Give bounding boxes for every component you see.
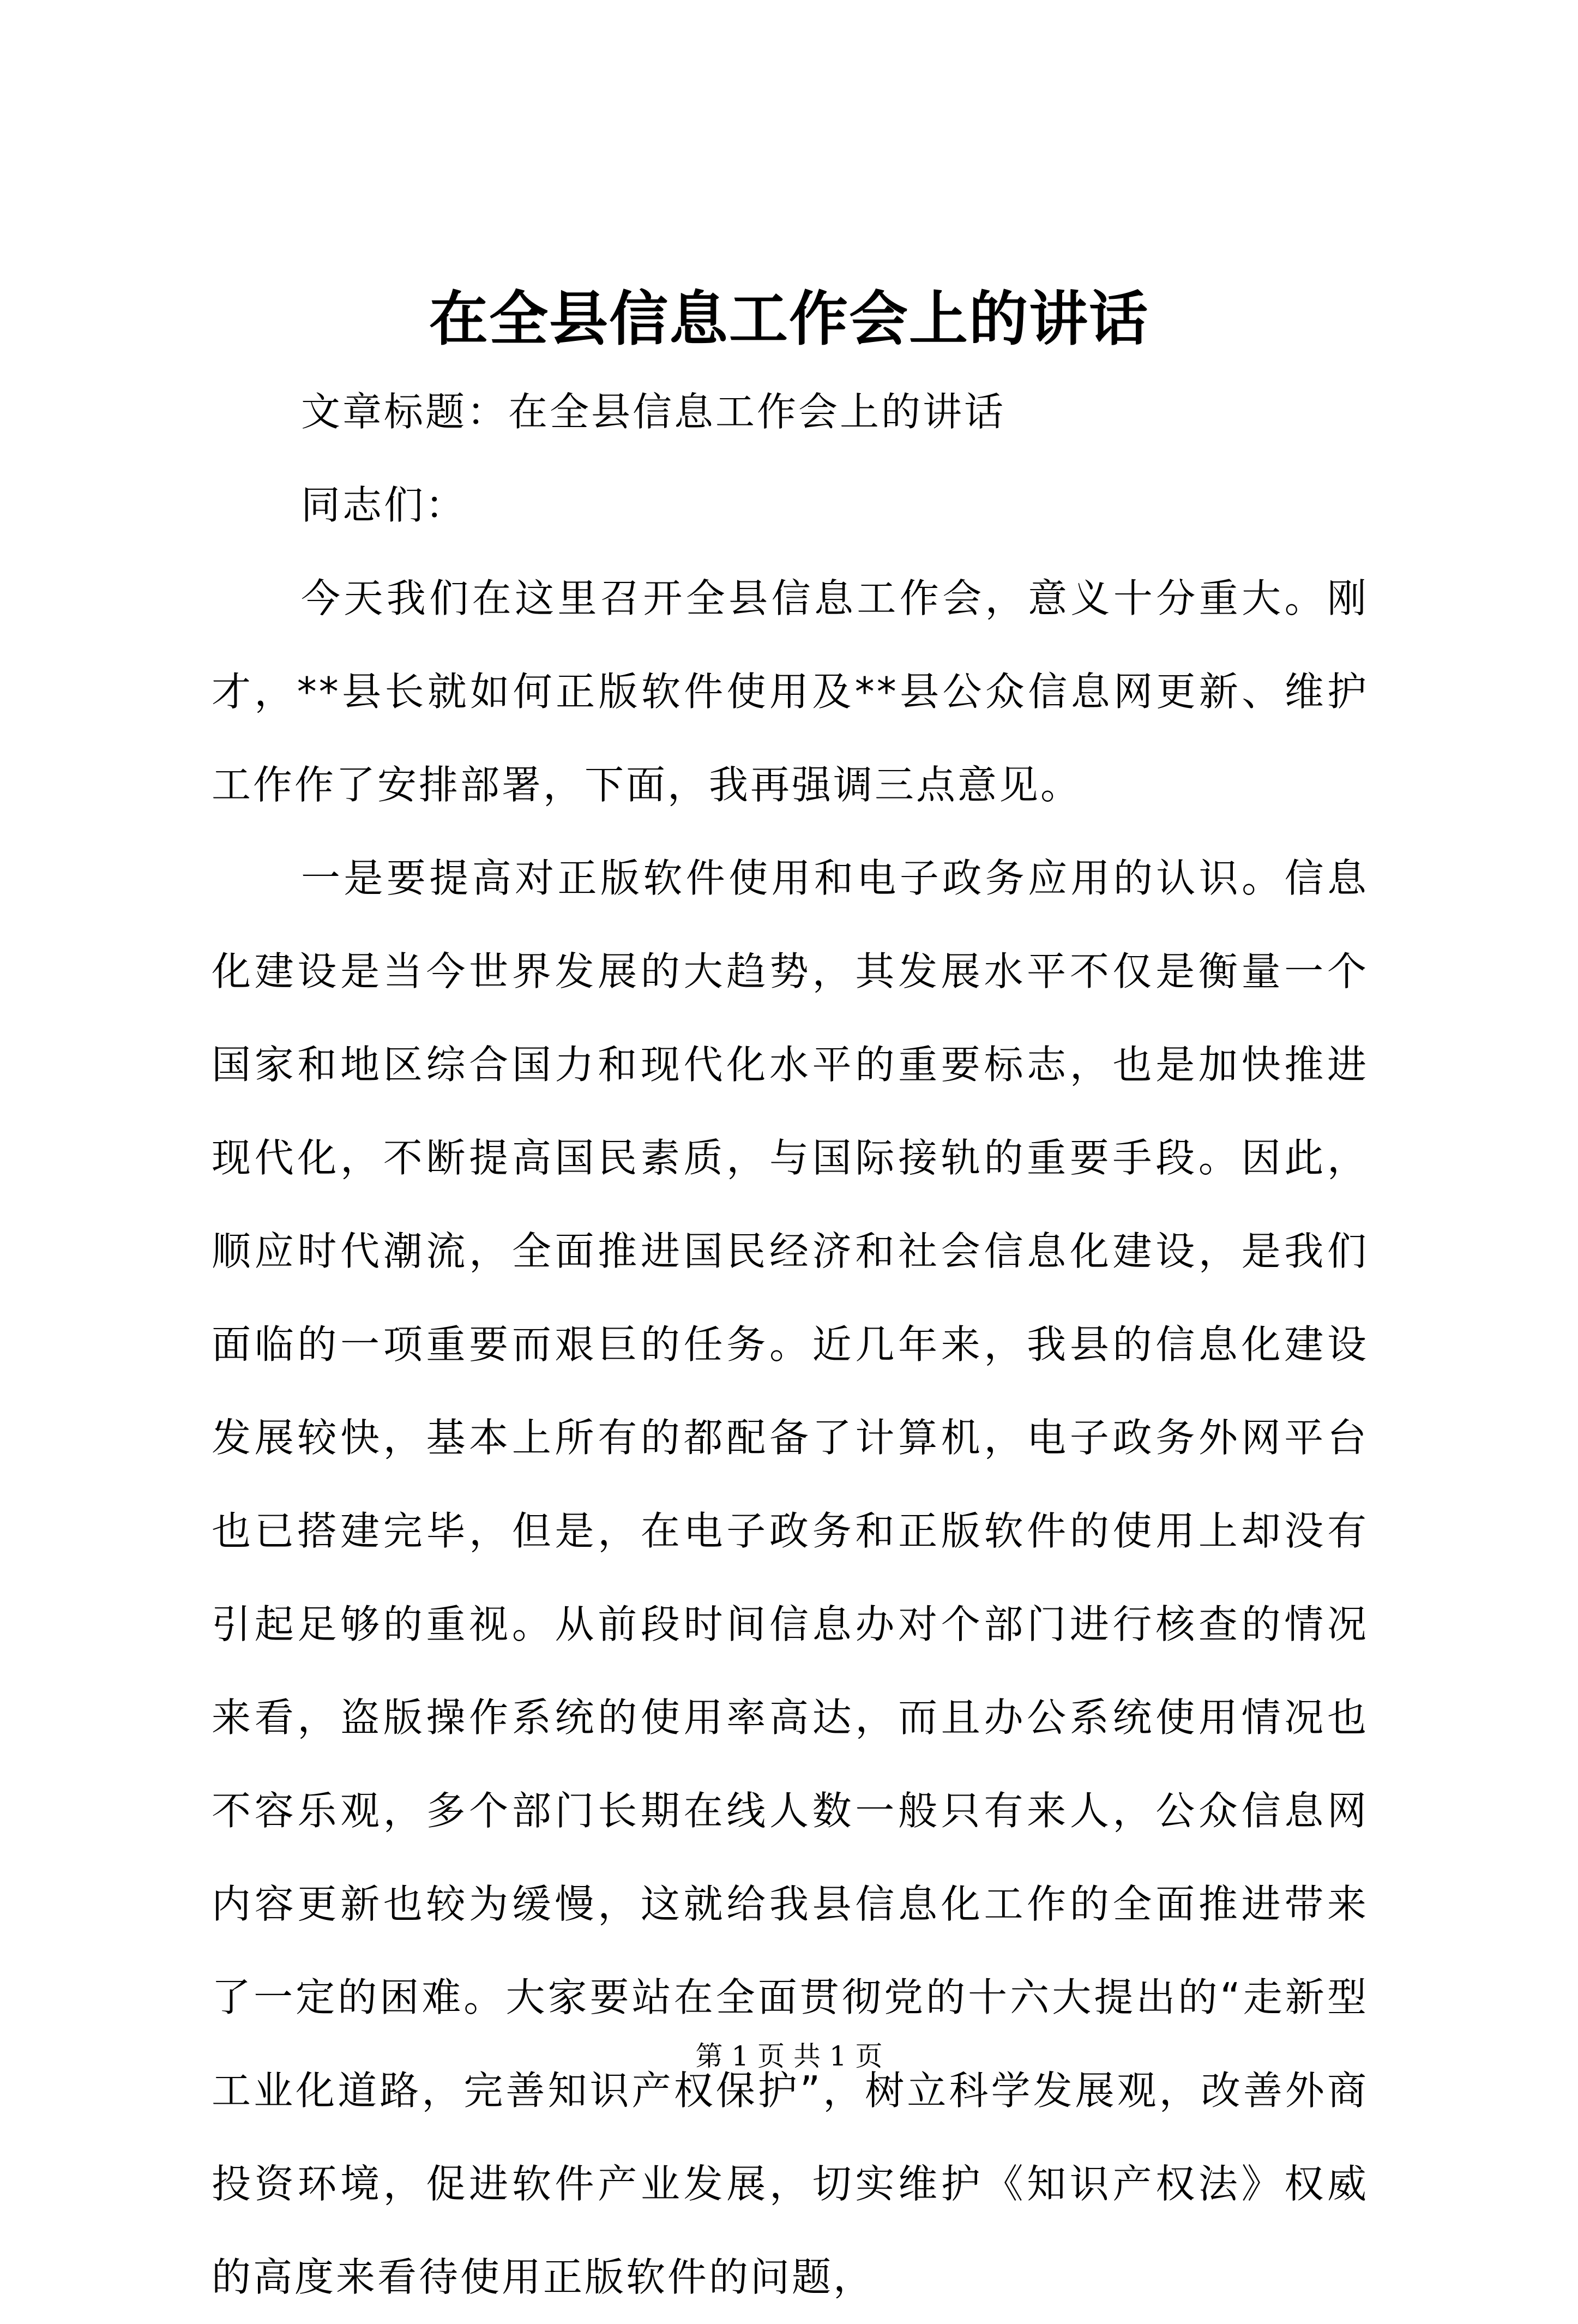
- page-footer: 第 1 页 共 1 页: [695, 2040, 883, 2072]
- salutation: 同志们：: [301, 482, 467, 528]
- document-title: 在全县信息工作会上的讲话: [429, 285, 1149, 353]
- intro-paragraph: 今天我们在这里召开全县信息工作会，意义十分重大。刚才，**县长就如何正版软件使用及**县公众信息网更新、维护工作作了安排部署，下面，我再强调三点意见。: [212, 575, 1369, 808]
- article-title-line: 文章标题：在全县信息工作会上的讲话: [301, 389, 1006, 435]
- document-body: [212, 365, 1369, 2324]
- point-one-paragraph: 一是要提高对正版软件使用和电子政务应用的认识。信息化建设是当今世界发展的大趋势，其发展水平不仅是衡量一个国家和地区综合国力和现代化水平的重要标志，也是加快推进现代化，不断提高国民素质，与国际接轨的重要手段。因此，顺应时代潮流，全面推进国民经济和社会信息化建设，是我们面临的一项重要而艰巨的任务。近几年来，我县的信息化建设发展较快，基本上所有的都配备了计算机，电子政务外网平台也已搭建完毕，但是，在电子政务和正版软件的使用上却没有引起足够的重视。从前段时间信息办对个部门进行核查的情况来看，盗版操作系统的使用率高达，而且办公系统使用情况也不容乐观，多个部门长期在线人数一般只有来人，公众信息网内容更新也较为缓慢，这就给我县信息化工作的全面推进带来了一定的困难。大家要站在全面贯彻党的十六大提出的“走新型工业化道路，完善知识产权保护”，树立科学发展观，改善外商投资环境，促进软件产业发展，切实维护《知识产权法》权威的高度来看待使用正版软件的问题，: [212, 855, 1369, 2300]
